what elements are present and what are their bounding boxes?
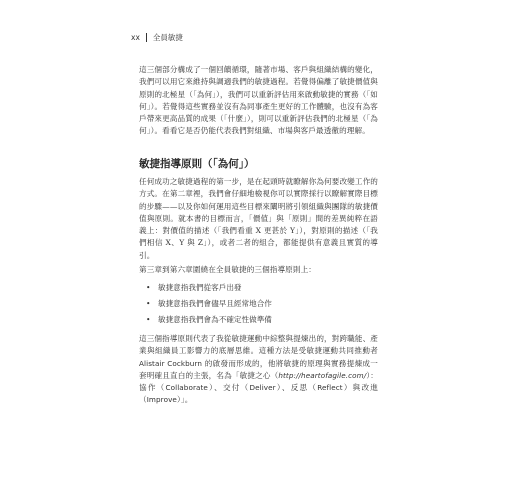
bullet-icon: • <box>146 299 151 308</box>
text-run: ）：協作（ <box>139 370 378 393</box>
paragraph-heart-of-agile <box>139 333 378 407</box>
text-run: 的啟發而形成的，他將敏捷的原理與實務提煉成一套明確且直白的主張，名為「敏捷之心（ <box>139 358 378 380</box>
bullet-icon: • <box>146 315 151 324</box>
list-item <box>146 282 378 298</box>
running-title: 全員敏捷 <box>152 33 183 42</box>
term-improve: Improve <box>146 395 177 405</box>
page-number: xx <box>131 33 140 42</box>
section-heading: 敏捷指導原則（「為何」） <box>139 158 255 170</box>
list-item-text: 敏捷意指我們會儘早且經常地合作 <box>158 299 272 308</box>
person-name: Alistair Cockburn <box>139 358 203 368</box>
list-item-text: 敏捷意指我們從客戶出發 <box>158 283 242 292</box>
guiding-principles-list <box>146 282 378 330</box>
term-collaborate: Collaborate <box>165 383 208 393</box>
text-run: 這三個指導原則代表了我從敏捷運動中綜整與提煉出的，對跨職能、產業與組織員工影響力的底層思維。這種方法是受敏捷運動共同推動者 <box>139 334 378 356</box>
bullet-icon: • <box>146 283 151 292</box>
paragraph-feedback-loop: 這三個部分構成了一個回饋循環，隨著市場、客戶與組織結構的變化，我們可以用它來維持與調適我們的敏捷過程。若覺得偏離了敏捷價值與原則的北極星（「為何」），我們可以重新評估用來啟動敏捷的實務（「如何」）。若覺得這些實務並沒有為同事產生更好的工作體驗，也沒有為客戶帶來更高品質的成果（「什麼」），則可以重新評估我們的北極星（「為何」）。看看它是否仍能代表我們對組織、市場與客戶最透徹的理解。 <box>139 65 378 136</box>
text-run: ）、交付（ <box>207 383 250 393</box>
heart-of-agile-link[interactable]: http://heartofagile.com/ <box>278 370 367 380</box>
paragraph-chapters: 第三章到第六章圍繞在全員敏捷的三個指導原則上： <box>139 265 316 274</box>
term-deliver: Deliver <box>249 383 276 393</box>
text-run: ）、反思（ <box>275 383 318 393</box>
text-run: ）」。 <box>176 395 193 405</box>
list-item <box>146 314 378 330</box>
list-item-text: 敏捷意指我們會為不確定性做準備 <box>158 315 272 324</box>
list-item <box>146 298 378 314</box>
running-header <box>131 32 183 43</box>
text-run: ）與改進（ <box>139 383 379 405</box>
header-divider <box>146 33 147 42</box>
paragraph-first-step: 任何成功之敏捷過程的第一步，是在起頭時就瞭解你為何要改變工作的方式。在第二章裡，我們會仔細地檢視你可以實際採行以瞭解實際目標的步驟——以及你如何運用這些目標來闡明將引領組織與團隊的敏捷價值與原則。就本書的目標而言，「價值」與「原則」間的差異純粹在語義上：對價值的描述（「我們看重 X 更甚於 Y」），對原則的描述（「我們相信 X、Y 與 Z」），或者二者的組合，都能提供有意義且實質的導引。 <box>139 177 378 260</box>
term-reflect: Reflect <box>317 383 343 393</box>
